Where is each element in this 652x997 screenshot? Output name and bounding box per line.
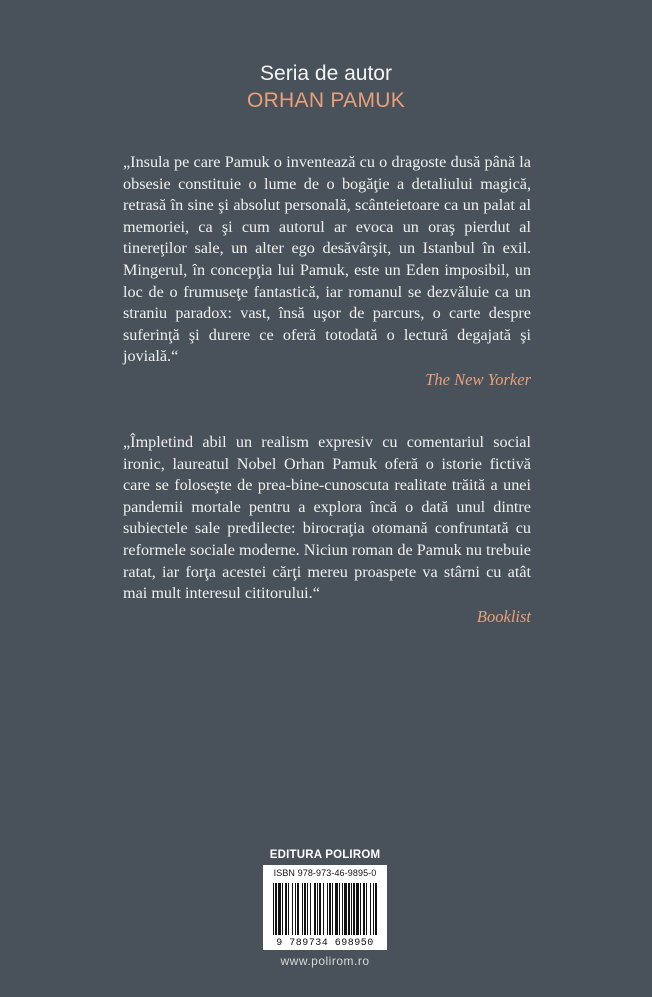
barcode-bar [363,883,365,935]
barcode-bar [373,883,374,935]
barcode-bar [327,883,328,935]
publisher-website[interactable]: www.polirom.ro [280,954,370,968]
barcode-digits: 9 789734 698950 [276,938,374,949]
barcode-bar [302,883,303,935]
barcode-bar [297,883,299,935]
barcode-bar [370,883,371,935]
series-label: Seria de autor [260,62,392,85]
barcode-bar [295,883,296,935]
barcode-bar [317,883,318,935]
barcode-bar [273,883,274,935]
barcode-label [263,865,387,950]
quote-text: „Insula pe care Pamuk o inventează cu o dragoste dusă până la obsesie constituie o lume de o bogăţie a detaliului magică, retrasă în sine şi absolut personală, scânteietoare ca un palat al memoriei, ca şi cum autorul ar evoca un oraş pierdut al tinereţilor sale, un alter ego desăvârşit, un Istanbul în exil. Mingerul, în concepţia lui Pamuk, este un Eden imposibil, un loc de o frumuseţe fantastică, iar romanul se dezvăluie ca un straniu paradox: vast, însă uşor de parcurs, o carte despre suferinţă şi durere ce oferă totodată o lectură degajată şi jovială.“ [123,153,531,366]
barcode-bar [319,883,321,935]
quote-text: „Împletind abil un realism expresiv cu comentariul social ironic, laureatul Nobel Orhan Pamuk oferă o istorie fictivă care se foloseşte de prea-bine-cunoscuta realitate trăită a unei pandemii mortale pentru a explora încă o dată unul dintre subiectele sale predilecte: birocraţia otomană confruntată cu reformele sociale moderne. Niciun roman de Pamuk nu trebuie ratat, iar forţa acestei cărţi mereu proaspete va stârni cu atât mai mult interesul cititorului.“ [123,433,531,603]
barcode-bar [356,883,359,935]
barcode-bar [375,883,377,935]
review-quote-new-yorker [123,152,531,391]
barcode-bar [329,883,331,935]
barcode-bar [335,883,338,935]
quote-source: The New Yorker [425,369,531,389]
series-header [0,60,652,114]
author-name: ORHAN PAMUK [246,89,406,112]
barcode-bar [366,883,367,935]
barcode-bar [285,883,287,935]
barcode-bar [339,883,340,935]
barcode-bar [282,883,283,935]
barcode-bar [323,883,324,935]
barcode-bar [275,883,277,935]
barcode-bar [292,883,293,935]
barcode-bar [314,883,316,935]
isbn-number: ISBN 978-973-46-9895-0 [273,868,377,878]
barcode-bar [307,883,308,935]
barcode-bar [351,883,352,935]
barcode-bar [278,883,281,935]
barcode-icon [273,883,379,939]
publisher-name: EDITURA POLIROM [269,849,381,861]
barcode-bar [288,883,289,935]
barcode-bar [348,883,350,935]
barcode-bar [304,883,306,935]
quote-source: Booklist [476,606,531,626]
barcode-bar [353,883,355,935]
barcode-bar [310,883,311,935]
publisher-block [263,848,387,968]
barcode-bar [332,883,333,935]
barcode-bar [360,883,361,935]
review-quote-booklist [123,432,531,627]
barcode-bar [344,883,347,935]
barcode-bar [342,883,343,935]
